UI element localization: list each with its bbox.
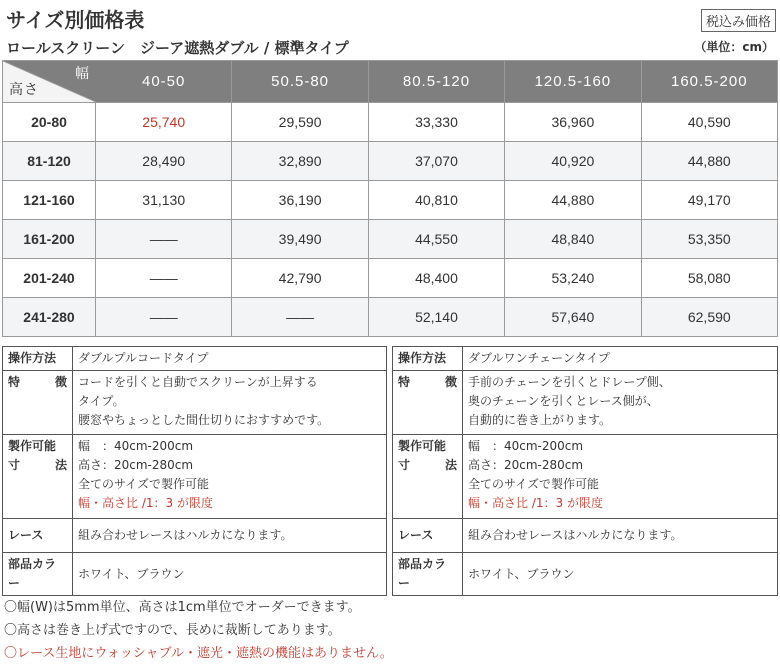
table-row bbox=[3, 103, 778, 142]
price-cell: 52,140 bbox=[368, 298, 504, 337]
price-cell: 28,490 bbox=[96, 142, 232, 181]
width-column-header: 160.5-200 bbox=[641, 61, 777, 103]
spec-table-right bbox=[392, 346, 778, 596]
size-label-b: 法 bbox=[444, 458, 457, 472]
parts-color-value: ホワイト、ブラウン bbox=[463, 553, 778, 596]
price-cell: 57,640 bbox=[505, 298, 641, 337]
price-cell: —— bbox=[96, 220, 232, 259]
size-line: 高さ：20cm-280cm bbox=[78, 458, 194, 472]
parts-color-value: ホワイト、ブラウン bbox=[73, 553, 387, 596]
price-cell: 36,190 bbox=[232, 181, 368, 220]
price-cell: 44,550 bbox=[368, 220, 504, 259]
operation-value: ダブルワンチェーンタイプ bbox=[463, 347, 778, 371]
price-cell: 53,240 bbox=[505, 259, 641, 298]
width-column-header: 50.5-80 bbox=[232, 61, 368, 103]
size-value bbox=[463, 435, 778, 519]
height-axis-label: 高さ bbox=[9, 81, 39, 97]
table-row bbox=[3, 298, 778, 337]
price-cell: 42,790 bbox=[232, 259, 368, 298]
price-cell: 62,590 bbox=[641, 298, 777, 337]
price-cell: 49,170 bbox=[641, 181, 777, 220]
feature-label bbox=[3, 371, 73, 435]
price-cell: 29,590 bbox=[232, 103, 368, 142]
size-line: 全てのサイズで製作可能 bbox=[468, 477, 600, 491]
lace-label: レース bbox=[3, 519, 73, 553]
height-row-header: 241-280 bbox=[3, 298, 96, 337]
size-label-b: 法 bbox=[54, 458, 67, 472]
note-line-warning: 〇レース生地にウォッシャブル・遮光・遮熱の機能はありません。 bbox=[4, 646, 393, 661]
price-cell: —— bbox=[232, 298, 368, 337]
note-line: 〇幅(W)は5mm単位、高さは1cm単位でオーダーできます。 bbox=[4, 600, 361, 615]
price-cell: —— bbox=[96, 259, 232, 298]
feature-label bbox=[393, 371, 463, 435]
feature-line: 腰窓やちょっとした間仕切りにおすすめです。 bbox=[78, 413, 330, 427]
table-row bbox=[3, 259, 778, 298]
size-value bbox=[73, 435, 387, 519]
feature-line: 自動的に巻き上がります。 bbox=[468, 413, 612, 427]
price-cell: 36,960 bbox=[505, 103, 641, 142]
feature-label-b: 徴 bbox=[444, 375, 457, 389]
size-label-line1: 製作可能 bbox=[398, 439, 447, 453]
price-cell: 44,880 bbox=[505, 181, 641, 220]
price-cell: 32,890 bbox=[232, 142, 368, 181]
operation-value: ダブルプルコードタイプ bbox=[73, 347, 387, 371]
product-subtitle: ロールスクリーン ジーア遮熱ダブル / 標準タイプ bbox=[6, 39, 349, 57]
height-row-header: 121-160 bbox=[3, 181, 96, 220]
price-table-header bbox=[3, 61, 778, 103]
size-line: 幅 ：40cm-200cm bbox=[78, 439, 194, 453]
price-cell: 44,880 bbox=[641, 142, 777, 181]
price-cell: 33,330 bbox=[368, 103, 504, 142]
size-label-a: 寸 bbox=[8, 458, 21, 472]
tax-included-badge: 税込み価格 bbox=[701, 9, 776, 32]
notes bbox=[4, 596, 393, 665]
corner-cell bbox=[3, 61, 96, 103]
height-row-header: 20-80 bbox=[3, 103, 96, 142]
spec-table-left bbox=[2, 346, 387, 596]
price-cell: 40,810 bbox=[368, 181, 504, 220]
lace-label: レース bbox=[393, 519, 463, 553]
size-label bbox=[3, 435, 73, 519]
operation-label: 操作方法 bbox=[393, 347, 463, 371]
height-row-header: 161-200 bbox=[3, 220, 96, 259]
price-cell: 37,070 bbox=[368, 142, 504, 181]
price-cell: 39,490 bbox=[232, 220, 368, 259]
operation-label: 操作方法 bbox=[3, 347, 73, 371]
height-row-header: 201-240 bbox=[3, 259, 96, 298]
feature-value bbox=[463, 371, 778, 435]
width-column-header: 120.5-160 bbox=[505, 61, 641, 103]
table-row bbox=[3, 142, 778, 181]
price-cell: 31,130 bbox=[96, 181, 232, 220]
table-row bbox=[3, 181, 778, 220]
feature-label-a: 特 bbox=[8, 375, 21, 389]
price-cell: 48,840 bbox=[505, 220, 641, 259]
feature-line: コードを引くと自動でスクリーンが上昇する bbox=[78, 375, 318, 389]
feature-label-b: 徴 bbox=[54, 375, 67, 389]
price-cell: —— bbox=[96, 298, 232, 337]
feature-line: 手前のチェーンを引くとドレープ側、 bbox=[468, 375, 671, 389]
size-label bbox=[393, 435, 463, 519]
feature-line: 奥のチェーンを引くとレース側が、 bbox=[468, 394, 659, 408]
size-ratio-note: 幅・高さ比 /1：3 が限度 bbox=[468, 496, 603, 510]
height-row-header: 81-120 bbox=[3, 142, 96, 181]
size-label-a: 寸 bbox=[398, 458, 411, 472]
width-column-header: 80.5-120 bbox=[368, 61, 504, 103]
price-cell: 25,740 bbox=[96, 103, 232, 142]
page-title: サイズ別価格表 bbox=[6, 8, 145, 32]
table-row bbox=[3, 220, 778, 259]
size-line: 高さ：20cm-280cm bbox=[468, 458, 584, 472]
price-cell: 48,400 bbox=[368, 259, 504, 298]
size-label-line1: 製作可能 bbox=[8, 439, 57, 453]
lace-value: 組み合わせレースはハルカになります。 bbox=[73, 519, 387, 553]
note-line: 〇高さは巻き上げ式ですので、長めに裁断してあります。 bbox=[4, 623, 341, 638]
price-cell: 53,350 bbox=[641, 220, 777, 259]
parts-color-label: 部品カラー bbox=[3, 553, 73, 596]
size-line: 全てのサイズで製作可能 bbox=[78, 477, 210, 491]
size-ratio-note: 幅・高さ比 /1：3 が限度 bbox=[78, 496, 213, 510]
width-column-header: 40-50 bbox=[96, 61, 232, 103]
price-cell: 58,080 bbox=[641, 259, 777, 298]
price-cell: 40,590 bbox=[641, 103, 777, 142]
parts-color-label: 部品カラー bbox=[393, 553, 463, 596]
feature-value bbox=[73, 371, 387, 435]
unit-label: （単位：cm） bbox=[694, 40, 774, 54]
size-line: 幅 ：40cm-200cm bbox=[468, 439, 584, 453]
price-table bbox=[2, 60, 778, 337]
lace-value: 組み合わせレースはハルカになります。 bbox=[463, 519, 778, 553]
feature-line: タイプ。 bbox=[78, 394, 125, 408]
feature-label-a: 特 bbox=[398, 375, 411, 389]
price-cell: 40,920 bbox=[505, 142, 641, 181]
width-axis-label: 幅 bbox=[75, 65, 90, 81]
